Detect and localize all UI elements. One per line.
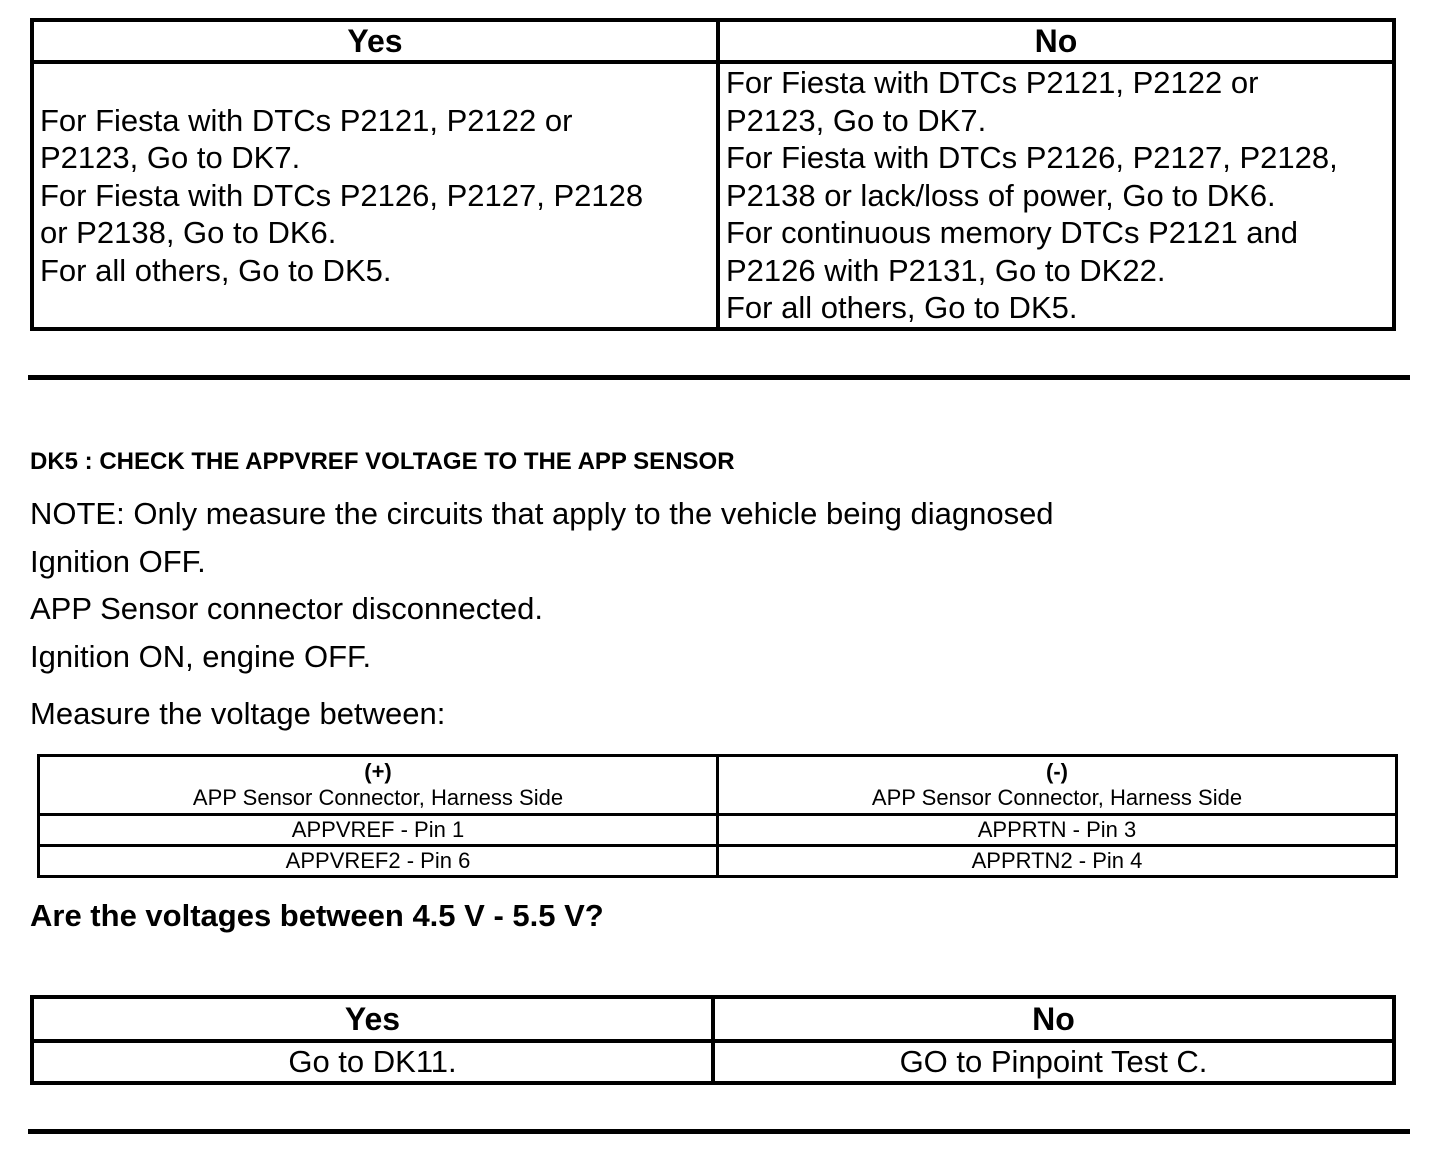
- no-line: P2138 or lack/loss of power, Go to DK6.: [726, 177, 1276, 213]
- no-line: P2126 with P2131, Go to DK22.: [726, 252, 1166, 288]
- note-text: NOTE: Only measure the circuits that apply to the vehicle being diagnosed: [30, 496, 1054, 531]
- step-text: APP Sensor connector disconnected.: [30, 591, 543, 626]
- section-divider: [28, 1129, 1410, 1134]
- yes-line: For Fiesta with DTCs P2121, P2122 or: [40, 102, 573, 138]
- no-line: For Fiesta with DTCs P2126, P2127, P2128,: [726, 140, 1338, 175]
- plus-pin-cell: APPVREF2 - Pin 6: [39, 846, 718, 877]
- section-divider: [28, 375, 1410, 380]
- no-header: No: [718, 20, 1394, 62]
- yes-line: For Fiesta with DTCs P2126, P2127, P2128: [40, 177, 644, 213]
- no-line: P2123, Go to DK7.: [726, 102, 987, 138]
- yes-header: Yes: [32, 997, 713, 1041]
- no-cell: [718, 62, 1394, 329]
- top-result-table: [30, 18, 1396, 331]
- minus-pin-cell: APPRTN - Pin 3: [718, 815, 1397, 846]
- no-result: GO to Pinpoint Test C.: [713, 1041, 1394, 1083]
- minus-pin-cell: APPRTN2 - Pin 4: [718, 846, 1397, 877]
- yes-line: P2123, Go to DK7.: [40, 140, 301, 175]
- step-text: Ignition ON, engine OFF.: [30, 639, 372, 674]
- table-row: [39, 815, 1397, 846]
- no-line: For all others, Go to DK5.: [726, 290, 1078, 325]
- measurement-table: [37, 754, 1398, 878]
- yes-result: Go to DK11.: [32, 1041, 713, 1083]
- minus-header: [718, 756, 1397, 815]
- table-row: [39, 846, 1397, 877]
- plus-sign: (+): [364, 759, 392, 784]
- no-header: No: [713, 997, 1394, 1041]
- yes-line: For all others, Go to DK5.: [40, 252, 392, 288]
- plus-pin-cell: APPVREF - Pin 1: [39, 815, 718, 846]
- minus-label: APP Sensor Connector, Harness Side: [871, 785, 1243, 810]
- measure-intro: Measure the voltage between:: [30, 696, 446, 731]
- no-line: For Fiesta with DTCs P2121, P2122 or: [726, 65, 1259, 100]
- yes-header: Yes: [32, 20, 718, 62]
- section-heading: DK5 : CHECK THE APPVREF VOLTAGE TO THE APP SENSOR: [30, 448, 735, 475]
- yes-line: or P2138, Go to DK6.: [40, 215, 337, 250]
- question-text: Are the voltages between 4.5 V - 5.5 V?: [30, 898, 604, 933]
- yes-cell: [32, 62, 718, 329]
- plus-label: APP Sensor Connector, Harness Side: [192, 785, 564, 810]
- step-text: Ignition OFF.: [30, 544, 206, 579]
- bottom-result-table: [30, 995, 1396, 1085]
- minus-sign: (-): [1046, 759, 1068, 784]
- plus-header: [39, 756, 718, 815]
- no-line: For continuous memory DTCs P2121 and: [726, 215, 1299, 250]
